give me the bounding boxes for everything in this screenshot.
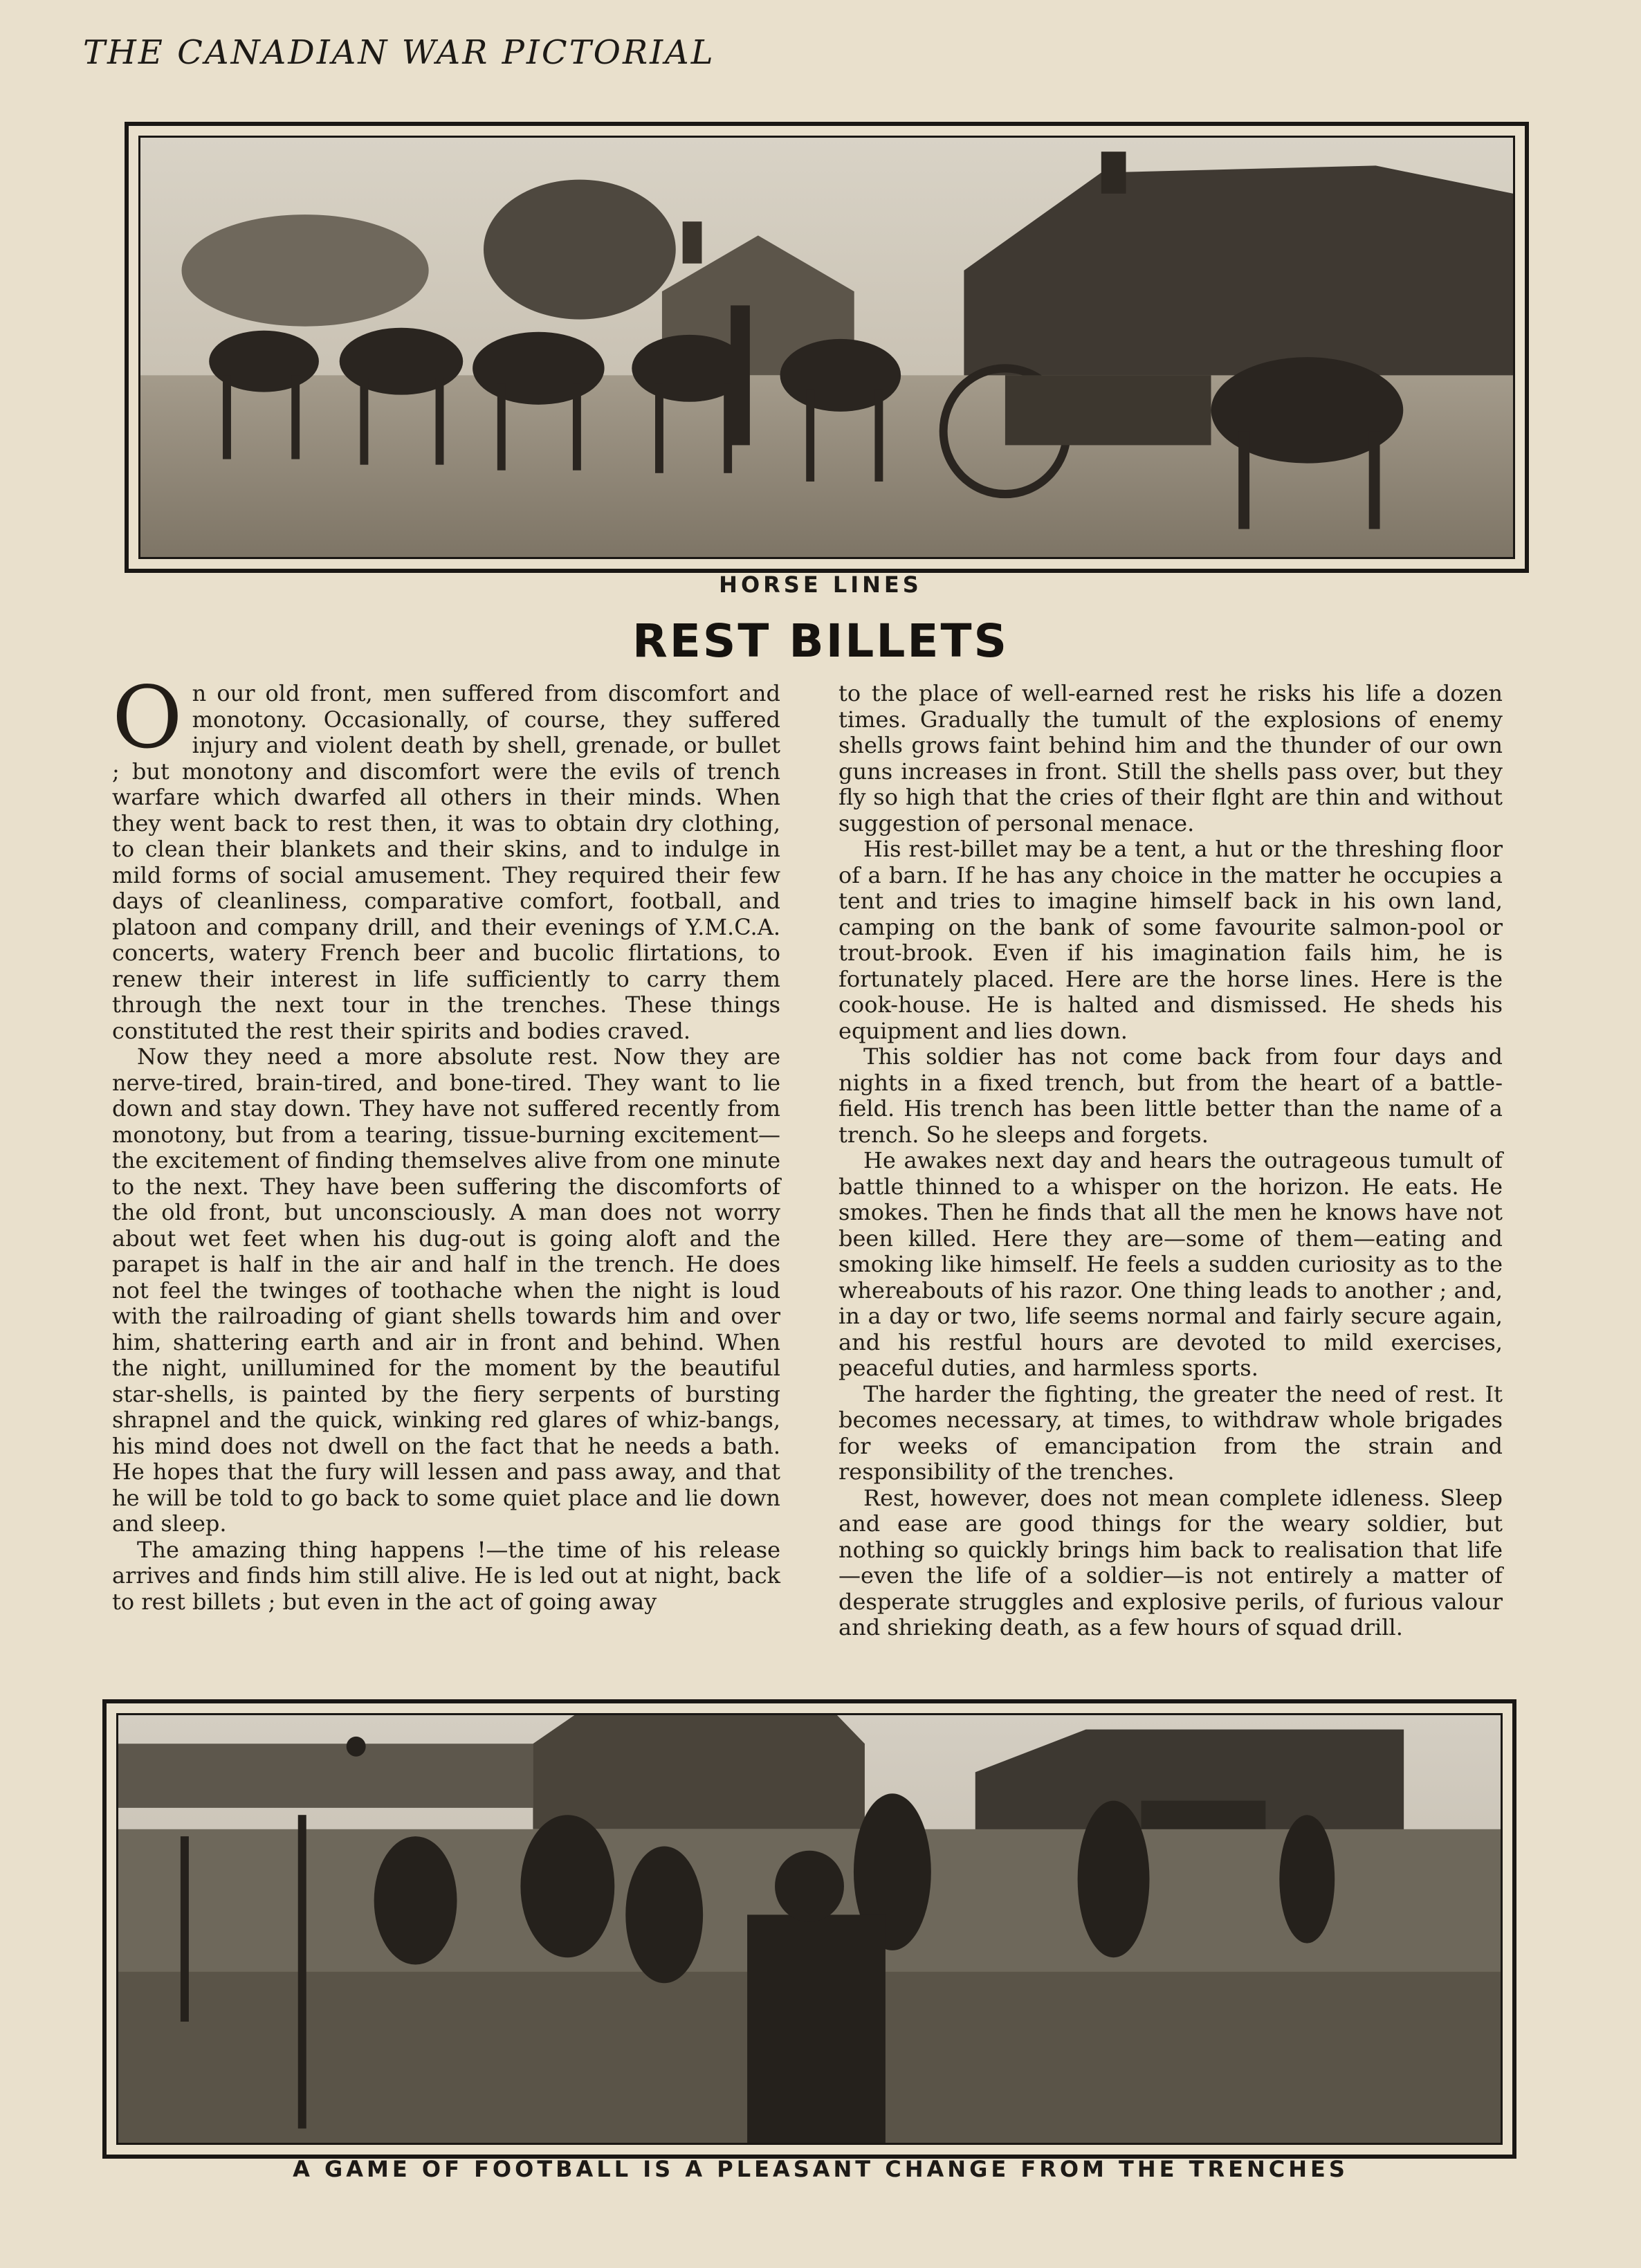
football-image [118, 1715, 1501, 2143]
article-paragraph: to the place of well-earned rest he risks his life a dozen times. Gradually the tumult of the explosions of enemy shells grows faint behind him and the thunder of our own guns increases in front. Still the shells pass over, but they fly so high that the cries of their flght are thin and without suggestion of personal menace. [838, 680, 1503, 836]
article-column-right [838, 681, 1503, 1641]
article-paragraph: The amazing thing happens !—the time of his release arrives and finds him still alive. He is led out at night, back to rest billets ; but even in the act of going away [112, 1536, 780, 1615]
horse-lines-image [140, 138, 1513, 557]
drop-cap: O [112, 668, 183, 768]
article-paragraph: Now they need a more absolute rest. Now they are nerve-tired, brain-tired, and bone-tired. They want to lie down and stay down. They have not suffered recently from monotony, but from a tearing, tissue-burning excitement—the excitement of finding themselves alive from one minute to the next. They have been suffering the discomforts of the old front, but unconsciously. A man does not worry about wet feet when his dug-out is going aloft and the parapet is half in the air and half in the trench. He does not feel the twinges of toothache when the night is loud with the railroading of giant shells towards him and over him, shattering earth and air in front and behind. When the night, unillumined for the moment by the beautiful star-shells, is painted by the fiery serpents of bursting shrapnel and the quick, winking red glares of whiz-bangs, his mind does not dwell on the fact that he needs a bath. He hopes that the fury will lessen and pass away, and that he will be told to go back to some quiet place and lie down and sleep. [112, 1043, 780, 1537]
football-caption: A GAME OF FOOTBALL IS A PLEASANT CHANGE FROM THE TRENCHES [293, 2156, 1348, 2182]
horse-lines-caption: HORSE LINES [719, 571, 922, 598]
football-photo [102, 1699, 1516, 2159]
article-paragraph: The harder the fighting, the greater the need of rest. It becomes necessary, at times, to withdraw whole brigades for weeks of emancipation from the strain and responsibility of the trenches. [838, 1380, 1503, 1485]
article-paragraph: His rest-billet may be a tent, a hut or the threshing floor of a barn. If he has any choice in the matter he occupies a tent and tries to imagine himself back in his own land, camping on the bank of some favourite salmon-pool or trout-brook. Even if his imagination fails him, he is fortunately placed. Here are the horse lines. Here is the cook-house. He is halted and dismissed. He sheds his equipment and lies down. [838, 836, 1503, 1044]
article-paragraph: Rest, however, does not mean complete idleness. Sleep and ease are good things for the weary soldier, but nothing so quickly brings him back to realisation that life—even the life of a soldier—is not entirely a matter of desperate struggles and explosive perils, of furious valour and shrieking death, as a few hours of squad drill. [838, 1484, 1503, 1640]
article-paragraph: He awakes next day and hears the outrageous tumult of battle thinned to a whisper on the horizon. He eats. He smokes. Then he finds that all the men he knows have not been killed. Here they are—some of them—eating and smoking like himself. He feels a sudden curiosity as to the whereabouts of his razor. One thing leads to another ; and, in a day or two, life seems normal and fairly secure again, and his restful hours are devoted to mild exercises, peaceful duties, and harmless sports. [838, 1147, 1503, 1381]
article-column-left [112, 668, 780, 1615]
horse-lines-photo [125, 122, 1529, 573]
article-paragraph: On our old front, men suffered from discomfort and monotony. Occasionally, of course, they suffered injury and violent death by shell, grenade, or bullet ; but monotony and discomfort were the evils of trench warfare which dwarfed all others in their minds. When they went back to rest then, it was to obtain dry clothing, to clean their blankets and their skins, and to indulge in mild forms of social amusement. They required their few days of cleanliness, comparative comfort, football, and platoon and company drill, and their evenings of Y.M.C.A. concerts, watery French beer and bucolic flirtations, to renew their interest in life sufficiently to carry them through the next tour in the trenches. These things constituted the rest their spirits and bodies craved. [112, 668, 780, 1044]
article-paragraph: This soldier has not come back from four days and nights in a fixed trench, but from the heart of a battle-field. His trench has been little better than the name of a trench. So he sleeps and forgets. [838, 1043, 1503, 1148]
masthead: THE CANADIAN WAR PICTORIAL [83, 33, 715, 72]
article-title: REST BILLETS [632, 614, 1009, 668]
